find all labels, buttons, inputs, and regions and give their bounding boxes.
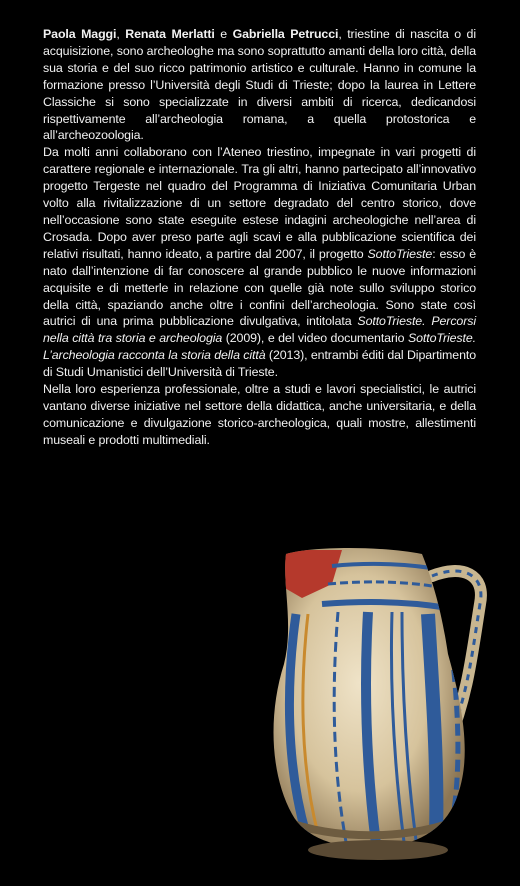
title-italic: SottoTrieste. Percorsi nella città tra storia e archeologia <box>43 314 476 346</box>
paragraph-text: (2009), e del video documentario <box>222 331 408 346</box>
title-italic: SottoTrieste <box>367 246 433 261</box>
author-name: Gabriella Petrucci <box>232 27 339 41</box>
paragraph-text: Da molti anni collaborano con l’Ateneo triestino, impegnate in vari progetti di carattere regionale e internazionale. Tra gli altri, hanno partecipato all’innovativo progetto Tergeste nel quadro del Programma di Iniziativa Comunitaria Urban volto alla rivitalizzazione di un settore degradato del centro storico, dove nell’occasione sono state eseguite estese indagini archeologiche nell’area di Crosada. Dopo aver preso parte agli scavi e alla pubblicazione scientifica dei relativi risultati, hanno ideato, a partire dal 2007, il progetto <box>43 145 476 261</box>
author-name: Paola Maggi <box>43 27 117 41</box>
biography-text <box>43 26 476 449</box>
paragraph-text: , triestine di nascita o di acquisizione, sono archeologhe ma sono soprattutto amanti della loro città, della sua storia e del suo ricco patrimonio artistico e culturale. Hanno in comune la formazione presso l’Università degli Studi di Trieste; dopo la laurea in Lettere Classiche si sono specializzate in diversi ambiti di ricerca, dedicandosi rispettivamente all’archeologia romana, a quella protostorica e all’archeozoologia. <box>43 27 477 143</box>
separator: e <box>214 27 233 41</box>
paragraph-projects <box>43 144 476 381</box>
separator: , <box>116 27 126 41</box>
ceramic-jug-photo <box>272 544 492 864</box>
paragraph-text: (2013), entrambi éditi dal Dipartimento di Studi Umanistici dell’Università di Trieste. <box>43 348 476 380</box>
title-italic: SottoTrieste. L’archeologia racconta la storia della città <box>43 331 476 363</box>
paragraph-experience: Nella loro esperienza professionale, oltre a studi e lavori specialistici, le autrici vantano diverse iniziative nel settore della didattica, anche universitaria, e della comunicazione e divulgazione storico-archeologica, quali mostre, allestimenti museali e prodotti multimediali. <box>43 382 476 447</box>
author-name: Renata Merlatti <box>125 27 215 41</box>
paragraph-text: : esso è nato dall’intenzione di far conoscere al grande pubblico le nuove informazioni acquisite e di metterle in relazione con quelle già note sullo sviluppo storico della città, spaziando anche oltre i confini dell’archeologia. Sono state così autrici di una prima pubblicazione divulgativa, intitolata <box>43 246 476 329</box>
paragraph-authors <box>43 26 476 144</box>
